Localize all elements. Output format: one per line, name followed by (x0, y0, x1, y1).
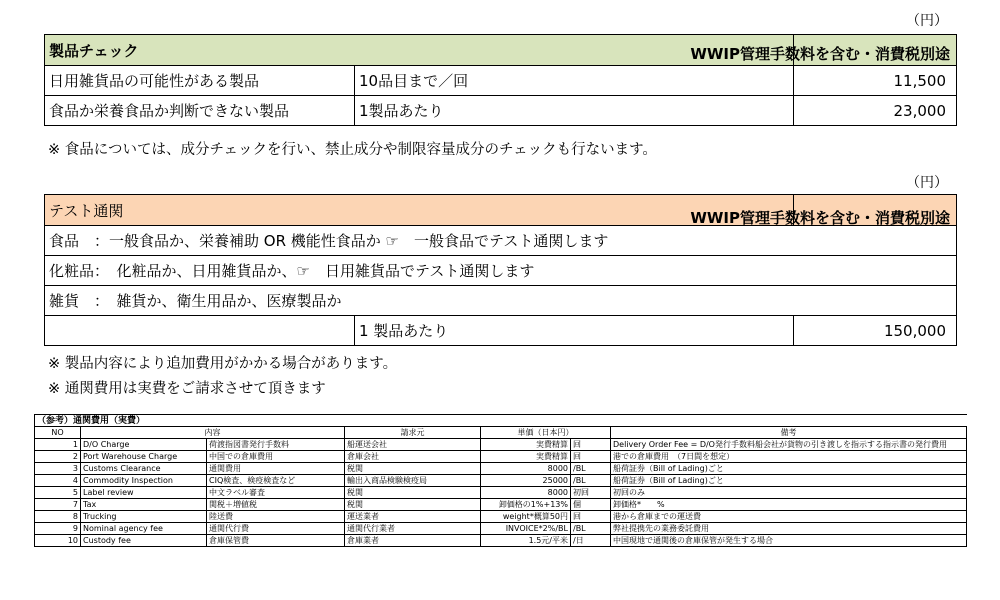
table-row (45, 66, 957, 96)
reference-price: 8000 (481, 487, 571, 499)
reference-content-jp: 倉庫保管費 (207, 535, 345, 547)
reference-per: 回 (571, 439, 611, 451)
reference-no: 4 (35, 475, 81, 487)
reference-remarks: 船荷証券（Bill of Lading)ごと (611, 463, 967, 475)
reference-content-jp: 中国での倉庫費用 (207, 451, 345, 463)
reference-per: 初回 (571, 487, 611, 499)
reference-remarks: 初回のみ (611, 487, 967, 499)
test-clearance-table (44, 194, 957, 346)
test-clearance-header-note: WWIP管理手数料を含む・消費税別途 (690, 209, 950, 227)
reference-price: 8000 (481, 463, 571, 475)
table-row (35, 451, 967, 463)
test-clearance-line-cosmetics: 化粧品： 化粧品か、日用雑貨品か、☞ 日用雑貨品でテスト通関します (45, 256, 957, 286)
table-row (35, 475, 967, 487)
reference-per: 個 (571, 499, 611, 511)
test-clearance-note-2: ※ 通関費用は実費をご請求させて頂きます (48, 381, 326, 397)
reference-billing: 倉庫会社 (345, 451, 481, 463)
reference-content-jp: 陸送費 (207, 511, 345, 523)
reference-header-remarks: 備考 (611, 427, 967, 439)
reference-per: 回 (571, 451, 611, 463)
reference-price: INVOICE*2%/BL (481, 523, 571, 535)
reference-price: 卸価格の1%+13% (481, 499, 571, 511)
reference-remarks: 船荷証券（Bill of Lading)ごと (611, 475, 967, 487)
test-clearance-price: 150,000 (794, 316, 957, 346)
product-check-price: 11,500 (794, 66, 957, 96)
product-check-header-note: WWIP管理手数料を含む・消費税別途 (690, 45, 950, 63)
reference-remarks: 卸価格* % (611, 499, 967, 511)
currency-unit-label: （円） (906, 13, 948, 29)
product-check-table (44, 34, 957, 126)
test-clearance-item (45, 316, 355, 346)
table-row (45, 256, 957, 286)
reference-no: 5 (35, 487, 81, 499)
reference-content-en: Tax (81, 499, 207, 511)
reference-billing: 税関 (345, 499, 481, 511)
test-clearance-note-1: ※ 製品内容により追加費用がかかる場合があります。 (48, 356, 398, 372)
reference-content-en: Port Warehouse Charge (81, 451, 207, 463)
product-check-note: ※ 食品については、成分チェックを行い、禁止成分や制限容量成分のチェックも行ないます。 (48, 142, 657, 158)
test-clearance-title: テスト通関 (45, 195, 794, 226)
reference-header-billing: 請求元 (345, 427, 481, 439)
reference-billing: 船運送会社 (345, 439, 481, 451)
reference-content-jp: CIQ検査、検疫検査など (207, 475, 345, 487)
reference-header-row (35, 427, 967, 439)
reference-content-jp: 関税＋増値税 (207, 499, 345, 511)
reference-table (34, 414, 967, 547)
reference-remarks: 弊社提携先の業務委託費用 (611, 523, 967, 535)
product-check-price: 23,000 (794, 96, 957, 126)
reference-content-en: Trucking (81, 511, 207, 523)
reference-content-en: Commodity Inspection (81, 475, 207, 487)
reference-content-jp: 中文ラベル審査 (207, 487, 345, 499)
reference-title: （参考）通関費用（実費） (35, 415, 967, 427)
reference-header-no: NO (35, 427, 81, 439)
reference-billing: 輸出入商品検験検疫局 (345, 475, 481, 487)
product-check-item: 日用雑貨品の可能性がある製品 (45, 66, 355, 96)
reference-content-en: Label review (81, 487, 207, 499)
table-row (35, 499, 967, 511)
table-row (35, 523, 967, 535)
product-check-unit: 1製品あたり (355, 96, 794, 126)
reference-no: 8 (35, 511, 81, 523)
reference-no: 1 (35, 439, 81, 451)
reference-price: 1.5元/平米 (481, 535, 571, 547)
table-row (35, 535, 967, 547)
table-row (45, 226, 957, 256)
reference-content-jp: 通関費用 (207, 463, 345, 475)
reference-per: /BL (571, 475, 611, 487)
test-clearance-line-food: 食品 ：一般食品か、栄養補助 OR 機能性食品か ☞ 一般食品でテスト通関します (45, 226, 957, 256)
reference-no: 7 (35, 499, 81, 511)
product-check-item: 食品か栄養食品か判断できない製品 (45, 96, 355, 126)
reference-billing: 税関 (345, 487, 481, 499)
reference-no: 9 (35, 523, 81, 535)
reference-billing: 倉庫業者 (345, 535, 481, 547)
table-row (35, 439, 967, 451)
product-check-unit: 10品目まで／回 (355, 66, 794, 96)
reference-content-jp: 荷渡指図書発行手数料 (207, 439, 345, 451)
reference-no: 3 (35, 463, 81, 475)
table-row (45, 286, 957, 316)
reference-per: /日 (571, 535, 611, 547)
table-row (35, 463, 967, 475)
reference-header-content: 内容 (81, 427, 345, 439)
test-clearance-line-goods: 雑貨 ： 雑貨か、衛生用品か、医療製品か (45, 286, 957, 316)
table-row (45, 96, 957, 126)
reference-remarks: Delivery Order Fee = D/O発行手数料船会社が貨物の引き渡しを指示する指示書の発行費用 (611, 439, 967, 451)
reference-title-row (35, 415, 967, 427)
reference-price: 実費精算 (481, 451, 571, 463)
reference-price: weight*概算50円 (481, 511, 571, 523)
reference-no: 2 (35, 451, 81, 463)
reference-billing: 運送業者 (345, 511, 481, 523)
reference-header-unit-price: 単価（日本円） (481, 427, 611, 439)
reference-content-en: Nominal agency fee (81, 523, 207, 535)
product-check-header (45, 35, 957, 66)
table-row (35, 487, 967, 499)
reference-content-jp: 通関代行費 (207, 523, 345, 535)
reference-remarks: 港から倉庫までの運送費 (611, 511, 967, 523)
test-clearance-unit: 1 製品あたり (355, 316, 794, 346)
reference-no: 10 (35, 535, 81, 547)
reference-content-en: Custody fee (81, 535, 207, 547)
reference-content-en: Customs Clearance (81, 463, 207, 475)
reference-price: 実費精算 (481, 439, 571, 451)
table-row (35, 511, 967, 523)
currency-unit-label: （円） (906, 175, 948, 191)
reference-per: /BL (571, 463, 611, 475)
reference-per: 回 (571, 511, 611, 523)
reference-price: 25000 (481, 475, 571, 487)
test-clearance-header (45, 195, 957, 226)
reference-billing: 税関 (345, 463, 481, 475)
reference-remarks: 港での倉庫費用 （7日間を想定） (611, 451, 967, 463)
reference-billing: 通関代行業者 (345, 523, 481, 535)
table-row (45, 316, 957, 346)
product-check-title: 製品チェック (45, 35, 794, 66)
reference-per: /BL (571, 523, 611, 535)
reference-content-en: D/O Charge (81, 439, 207, 451)
reference-body (35, 439, 967, 547)
reference-remarks: 中国現地で通関後の倉庫保管が発生する場合 (611, 535, 967, 547)
